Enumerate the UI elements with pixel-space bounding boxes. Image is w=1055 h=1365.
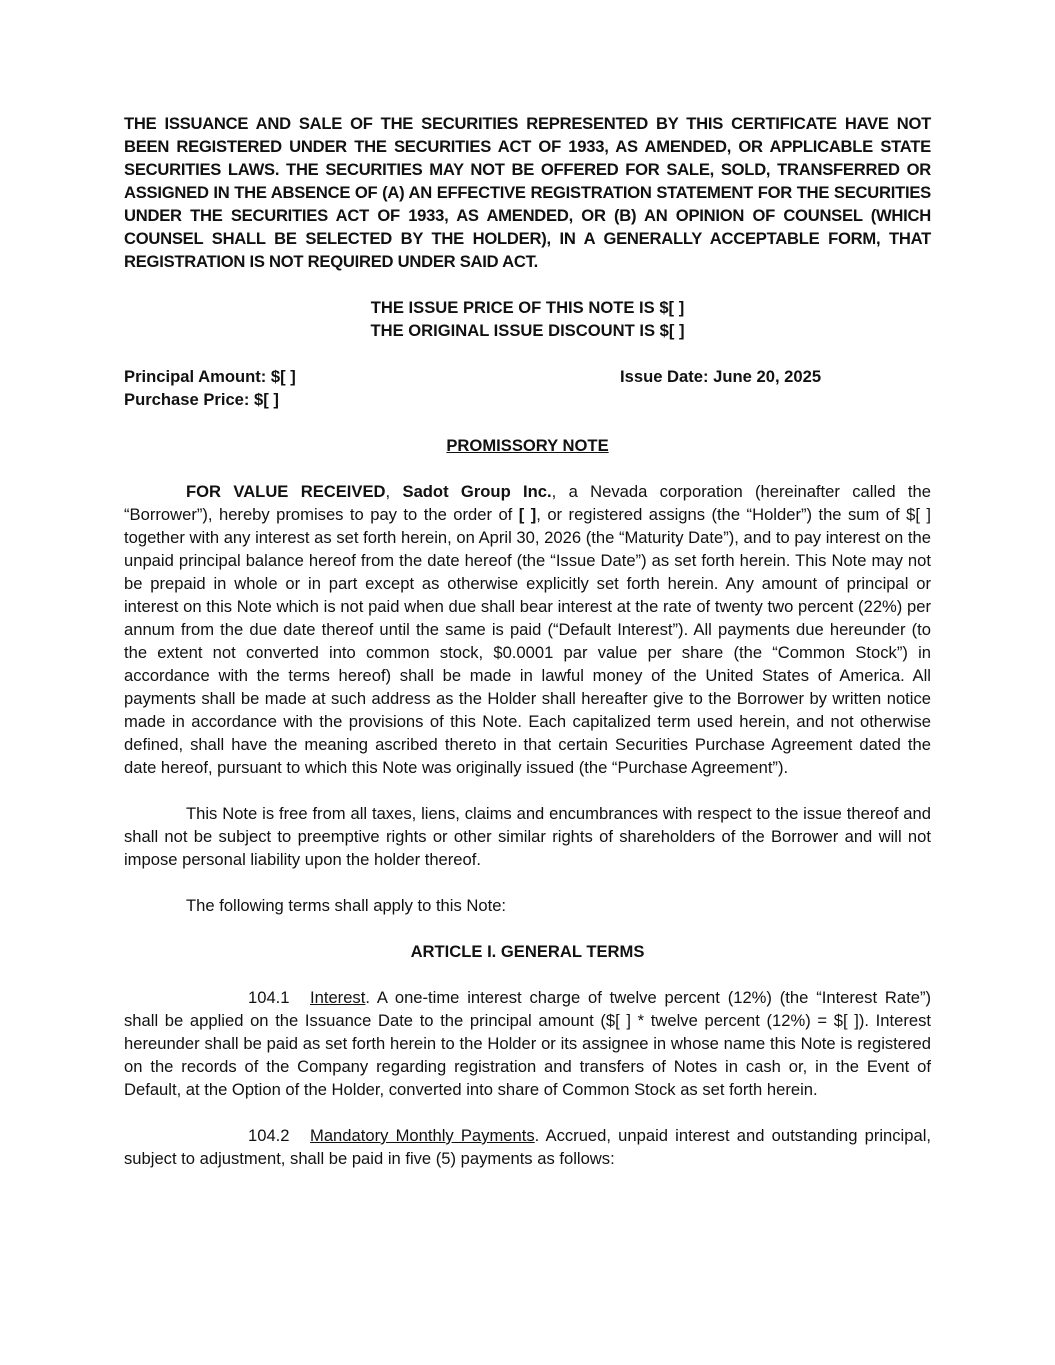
borrower-description: , a Nevada corporation (hereinafter called the “Borrower”), hereby promises to pay to the order of [124,482,931,524]
section-heading: Interest [310,988,366,1007]
section-text: . Accrued, unpaid interest and outstanding principal, subject to adjustment, shall be paid in five (5) payments as follows: [124,1126,931,1168]
paragraph-for-value-received [124,480,931,779]
lead-separator: , [385,482,403,501]
article-heading: ARTICLE I. GENERAL TERMS [410,942,645,961]
borrower-name: Sadot Group Inc. [402,482,552,501]
document-title: PROMISSORY NOTE [446,436,609,455]
note-amounts [124,365,931,411]
purchase-price: Purchase Price: $[ ] [124,390,279,409]
original-issue-discount-line: THE ORIGINAL ISSUE DISCOUNT IS $[ ] [370,321,685,340]
amounts-right [620,365,821,388]
section-text: . A one-time interest charge of twelve percent (12%) (the “Interest Rate”) shall be applied on the Issuance Date to the principal amount ($[ ] * twelve percent (12%) = $[ ]). Interest hereunder shall be paid as set forth herein to the Holder or its assignee in whose name this Note is registered on the records of the Company regarding registration and transfers of Notes in cash or, in the Event of Default, at the Option of the Holder, converted into share of Common Stock as set forth herein. [124,988,931,1099]
issue-price-line: THE ISSUE PRICE OF THIS NOTE IS $[ ] [370,298,685,317]
for-value-received-lead: FOR VALUE RECEIVED [186,482,386,501]
document-body [124,112,931,1170]
section-number: 104.2 [248,1126,290,1145]
amounts-left [124,365,296,411]
issue-date: Issue Date: June 20, 2025 [620,367,822,386]
securities-legend: THE ISSUANCE AND SALE OF THE SECURITIES REPRESENTED BY THIS CERTIFICATE HAVE NOT BEEN REGISTERED UNDER THE SECURITIES ACT OF 1933, AS AMENDED, OR APPLICABLE STATE SECURITIES LAWS. THE SECURITIES MAY NOT BE OFFERED FOR SALE, SOLD, TRANSFERRED OR ASSIGNED IN THE ABSENCE OF (A) AN EFFECTIVE REGISTRATION STATEMENT FOR THE SECURITIES UNDER THE SECURITIES ACT OF 1933, AS AMENDED, OR (B) AN OPINION OF COUNSEL (WHICH COUNSEL SHALL BE SELECTED BY THE HOLDER), IN A GENERALLY ACCEPTABLE FORM, THAT REGISTRATION IS NOT REQUIRED UNDER SAID ACT. [124,114,931,271]
section-heading: Mandatory Monthly Payments [310,1126,535,1145]
section-number: 104.1 [248,988,290,1007]
holder-placeholder: [ ] [518,505,537,524]
paragraph-body: , or registered assigns (the “Holder”) the sum of $[ ] together with any interest as set forth herein, on April 30, 2026 (the “Maturity Date”), and to pay interest on the unpaid principal balance hereof from the date hereof (the “Issue Date”) as set forth herein. This Note may not be prepaid in whole or in part except as otherwise explicitly set forth herein. Any amount of principal or interest on this Note which is not paid when due shall bear interest at the rate of twenty two percent (22%) per annum from the due date thereof until the same is paid (“Default Interest”). All payments due hereunder (to the extent not converted into common stock, $0.0001 par value per share (the “Common Stock”) in accordance with the terms hereof) shall be made in lawful money of the United States of America. All payments shall be made at such address as the Holder shall hereafter give to the Borrower by written notice made in accordance with the provisions of this Note. Each capitalized term used herein, and not otherwise defined, shall have the meaning ascribed thereto in that certain Securities Purchase Agreement dated the date hereof, pursuant to which this Note was originally issued (the “Purchase Agreement”). [124,505,932,777]
issue-price-block [124,296,931,342]
paragraph-free-from-taxes: This Note is free from all taxes, liens, claims and encumbrances with respect to the issue thereof and shall not be subject to preemptive rights or other similar rights of shareholders of the Borrower and will not impose personal liability upon the holder thereof. [124,804,931,869]
section-104-2 [124,1124,931,1170]
paragraph-following-terms: The following terms shall apply to this Note: [186,896,507,915]
principal-amount: Principal Amount: $[ ] [124,367,296,386]
section-104-1 [124,986,931,1101]
